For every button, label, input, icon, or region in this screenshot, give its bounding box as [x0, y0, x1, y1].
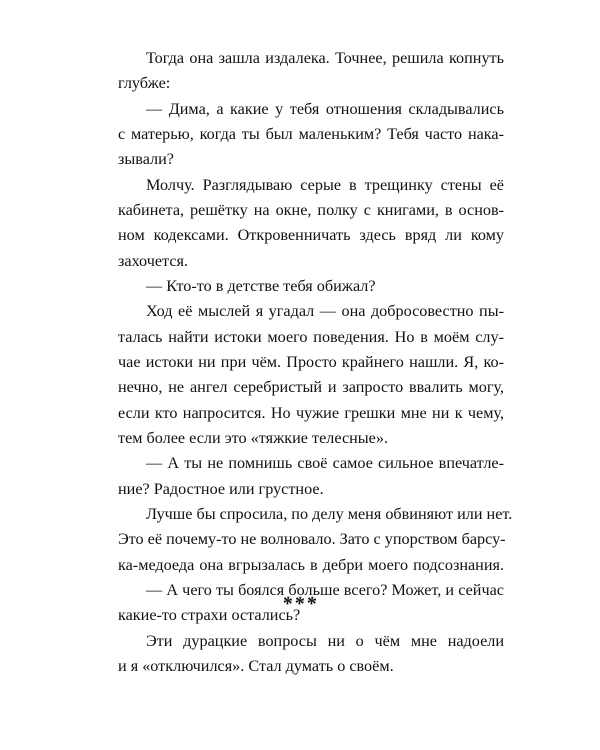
text-line: — Кто-то в детстве тебя обижал? [146, 277, 376, 295]
text-line: тем более если это «тяжкие телесные». [118, 429, 388, 447]
text-line: чае истоки ни при чём. Просто крайнего нашли. Я, ко- [118, 353, 504, 371]
text-line: Тогда она зашла издалека. Точнее, решила копнуть [146, 49, 504, 67]
text-line: Это её почему-то не волновало. Зато с упорством барсу- [118, 530, 506, 548]
text-line: захочется. [118, 252, 189, 270]
text-line: нечно, не ангел серебристый и запросто ввалить могу, [118, 378, 504, 396]
text-line: если кто напросится. Но чужие грешки мне ни к чему, [118, 404, 504, 422]
text-line: ка-медоеда она вгрызалась в дебри моего подсознания. [118, 556, 504, 574]
text-line: — А чего ты боялся больше всего? Может, и сейчас [146, 581, 504, 599]
text-line: с матерью, когда ты был маленьким? Тебя часто нака- [118, 125, 504, 143]
text-line: какие-то страхи остались? [118, 606, 301, 624]
text-line: Молчу. Разглядываю серые в трещинку стены её [146, 176, 504, 194]
text-line: ние? Радостное или грустное. [118, 480, 324, 498]
text-line: — Дима, а какие у тебя отношения складывались [146, 100, 504, 118]
text-line: зывали? [118, 150, 174, 168]
text-line: ном кодексами. Откровенничать здесь вряд ли кому [118, 226, 504, 244]
text-line: глубже: [118, 74, 171, 92]
text-line: и я «отключился». Стал думать о своём. [118, 657, 394, 675]
section-separator: *** [282, 593, 318, 615]
text-line: — А ты не помнишь своё самое сильное впечатле- [146, 454, 504, 472]
text-line: Лучше бы спросила, по делу меня обвиняют или нет. [146, 505, 513, 523]
text-line: Ход её мыслей я угадал — она добросовестно пы- [146, 302, 504, 320]
text-line: кабинета, решётку на окне, полку с книгами, в основ- [118, 201, 504, 219]
text-line: Эти дурацкие вопросы ни о чём мне надоели [146, 632, 504, 650]
text-line: талась найти истоки моего поведения. Но в моём слу- [118, 328, 504, 346]
